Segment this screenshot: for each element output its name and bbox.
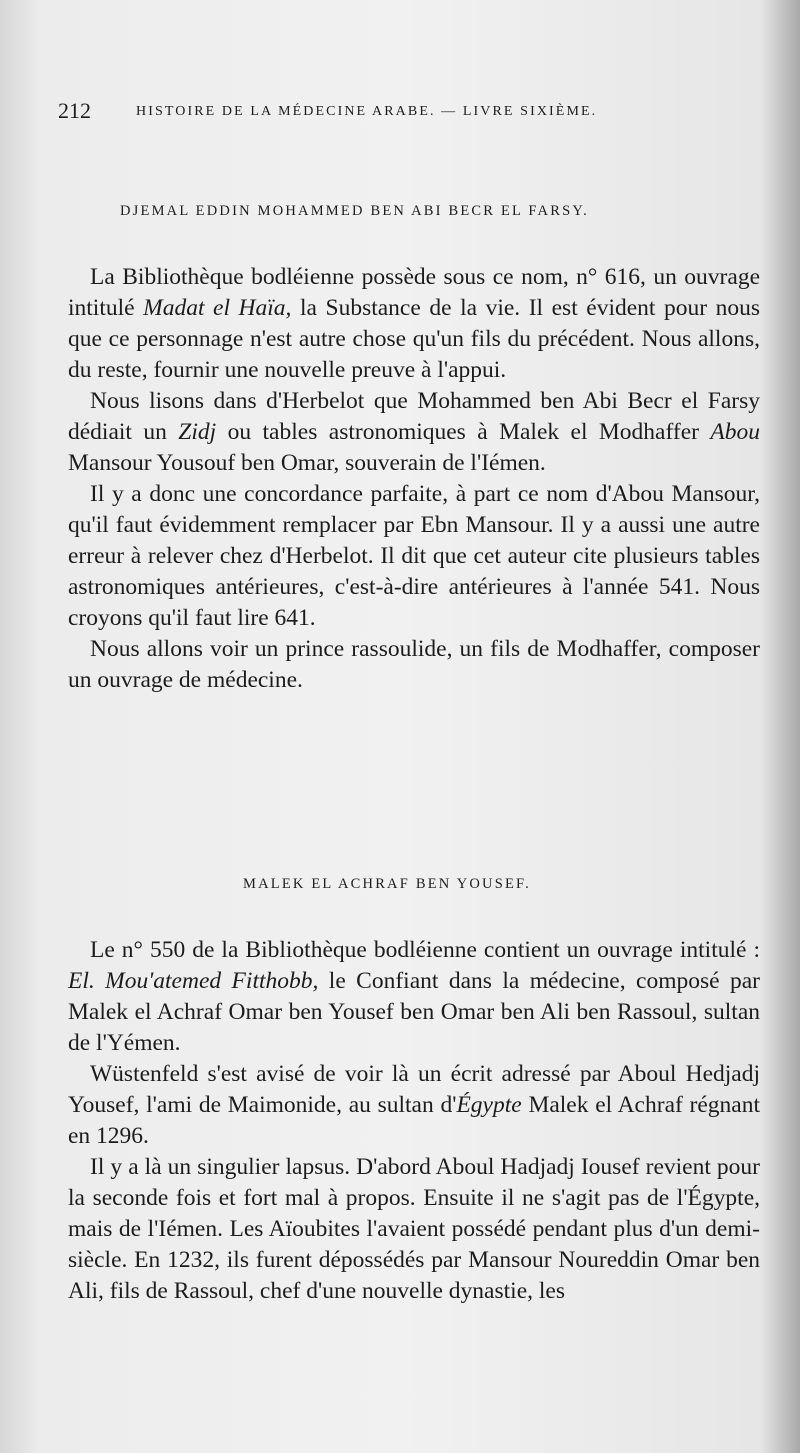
paragraph — [68, 1059, 760, 1152]
paragraph-text: Wüstenfeld s'est avisé de voir là un écrit adressé par Aboul Hedjadj Yousef, l'ami de Maimonide, au sultan d' — [68, 1061, 760, 1118]
italic-term: Zidj — [178, 419, 217, 445]
paragraph-text: Le n° 550 de la Bibliothèque bodléienne contient un ouvrage intitulé : — [90, 937, 760, 963]
paragraph-text: Nous lisons dans d'Herbelot que Mohammed ben Abi Becr el Farsy dédiait un — [68, 388, 760, 445]
book-title: Madat el Haïa, — [143, 295, 292, 321]
paragraph-text: Mansour Yousouf ben Omar, souverain de l'Iémen. — [68, 450, 546, 476]
paragraph — [68, 634, 760, 696]
paragraph — [68, 386, 760, 479]
page-number: 212 — [58, 98, 91, 123]
paragraph — [68, 262, 760, 386]
paragraph-text: Malek el Achraf régnant en 1296. — [68, 1092, 761, 1149]
section-heading: DJEMAL EDDIN MOHAMMED BEN ABI BECR EL FARSY. — [120, 203, 589, 219]
paragraph-text: le Confiant dans la médecine, composé par Malek el Achraf Omar ben Yousef ben Omar ben Ali ben Rassoul, sultan de l'Yémen. — [68, 968, 760, 1056]
paragraph-text: ou tables astronomiques à Malek el Modhaffer — [227, 419, 699, 445]
paragraph — [68, 935, 760, 1059]
section-body — [68, 935, 760, 1307]
section-body — [68, 262, 760, 696]
italic-term: Égypte — [456, 1092, 522, 1118]
page-header — [58, 98, 708, 128]
paragraph-text: Il y a là un singulier lapsus. D'abord Aboul Hadjadj Iousef revient pour la seconde fois et fort mal à propos. Ensuite il ne s'agit pas de l'Égypte, mais de l'Iémen. Les Aïoubites l'avaient possédé pendant plus d'un demi-siècle. En 1232, ils furent dépossédés par Mansour Noureddin Omar ben Ali, fils de Rassoul, chef d'une nouvelle dynastie, les — [68, 1154, 760, 1304]
italic-term: Abou — [710, 419, 761, 445]
paragraph-text: Il y a donc une concordance parfaite, à part ce nom d'Abou Mansour, qu'il faut évidemment remplacer par Ebn Mansour. Il y a aussi une autre erreur à relever chez d'Herbelot. Il dit que cet auteur cite plusieurs tables astronomiques antérieures, c'est-à-dire antérieures à l'année 541. Nous croyons qu'il faut lire 641. — [68, 481, 760, 631]
section-heading: MALEK EL ACHRAF BEN YOUSEF. — [243, 876, 531, 892]
paragraph — [68, 479, 760, 634]
paragraph — [68, 1152, 760, 1307]
paragraph-text: Nous allons voir un prince rassoulide, un fils de Modhaffer, composer un ouvrage de médecine. — [68, 636, 760, 693]
running-title: HISTOIRE DE LA MÉDECINE ARABE. — LIVRE SIXIÈME. — [136, 104, 598, 119]
book-title: El. Mou'atemed Fitthobb, — [68, 968, 319, 994]
paragraph-text: La Bibliothèque bodléienne possède sous ce nom, n° 616, un ouvrage intitulé — [68, 264, 760, 321]
paragraph-text: la Substance de la vie. Il est évident pour nous que ce personnage n'est autre chose qu'un fils du précédent. Nous allons, du reste, fournir une nouvelle preuve à l'appui. — [68, 295, 761, 383]
